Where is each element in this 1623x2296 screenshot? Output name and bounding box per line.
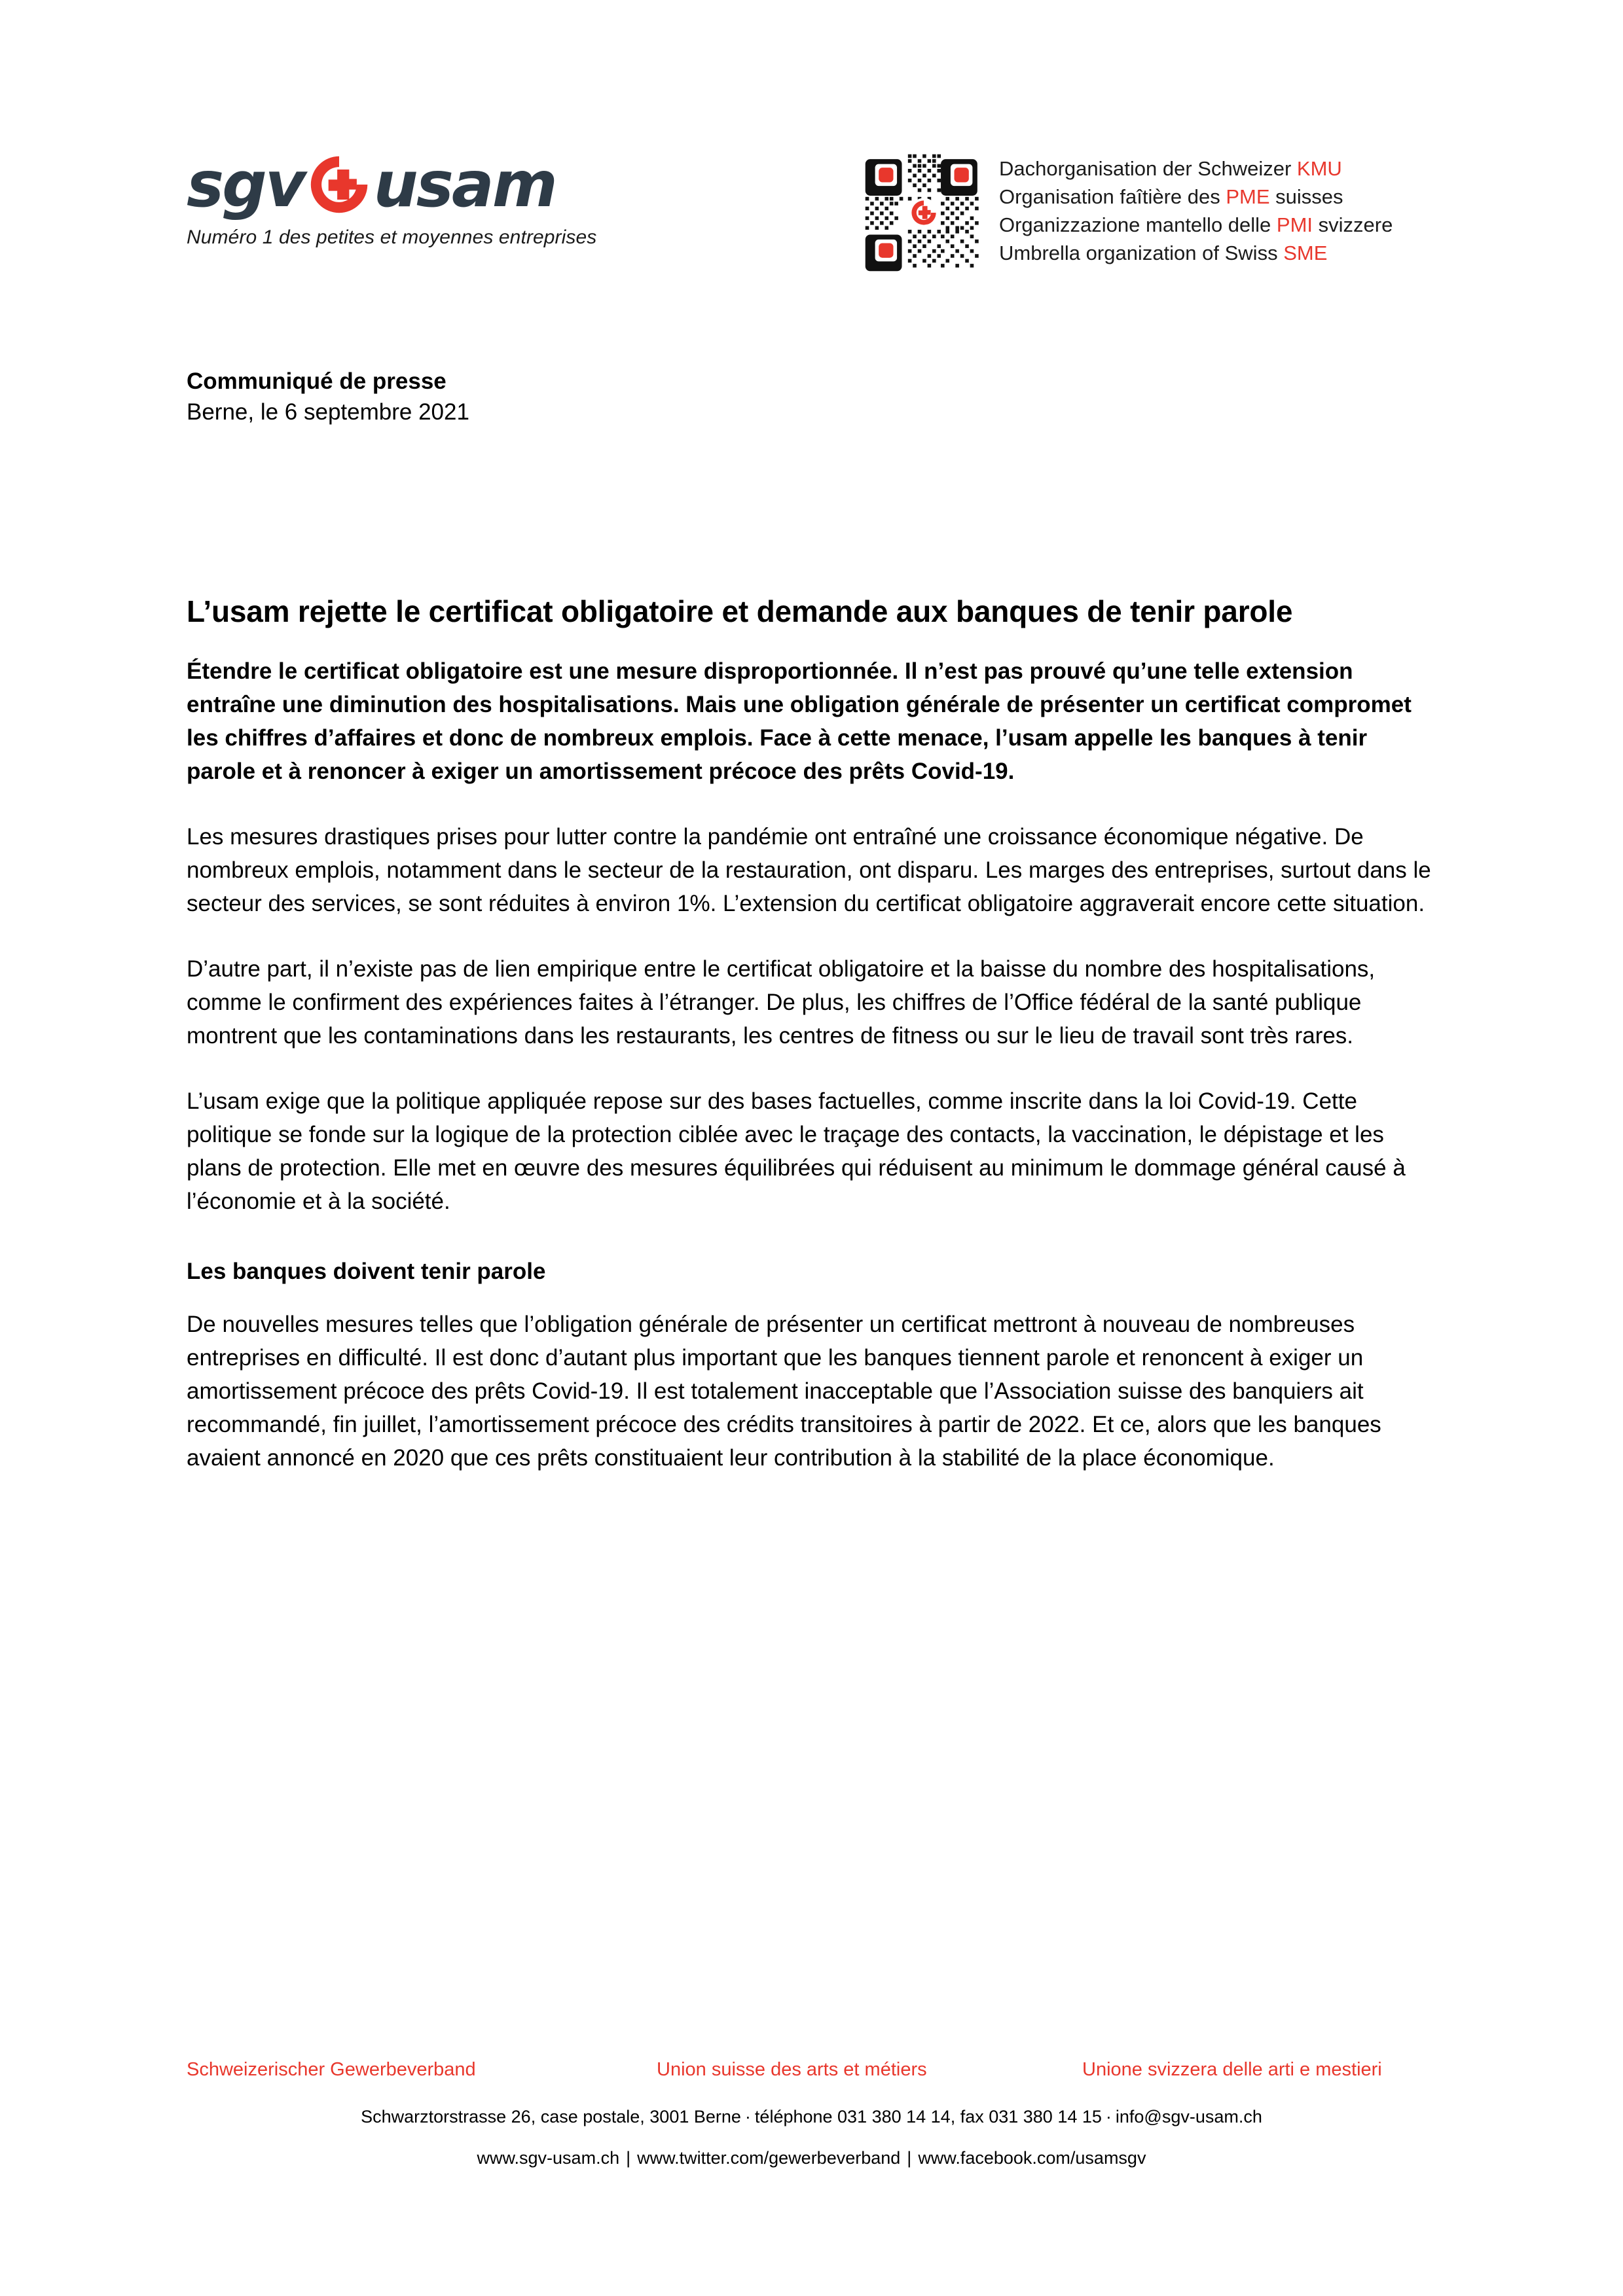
page-header — [0, 0, 1623, 288]
descriptor-de-accent: KMU — [1296, 157, 1342, 180]
descriptor-fr-tail: suisses — [1269, 185, 1343, 208]
descriptor-line-fr — [999, 183, 1393, 211]
logo-tagline: Numéro 1 des petites et moyennes entreprises — [187, 226, 597, 248]
section-subheading: Les banques doivent tenir parole — [187, 1259, 546, 1284]
document-body — [187, 367, 1434, 1498]
footer-link-twitter[interactable]: www.twitter.com/gewerbeverband — [637, 2148, 901, 2168]
page-footer — [0, 2056, 1623, 2172]
footer-name-fr: Union suisse des arts et métiers — [657, 2059, 927, 2080]
descriptor-en-accent: SME — [1283, 242, 1328, 264]
descriptor-en-text: Umbrella organization of Swiss — [999, 242, 1284, 264]
footer-link-facebook[interactable]: www.facebook.com/usamsgv — [918, 2148, 1146, 2168]
descriptor-de-text: Dachorganisation der Schweizer — [999, 157, 1297, 180]
footer-separator-2: · — [1105, 2107, 1112, 2126]
descriptor-it-text: Organizzazione mantello delle — [999, 213, 1277, 236]
sgv-usam-logo — [187, 149, 606, 249]
descriptor-fr-text: Organisation faîtière des — [999, 185, 1226, 208]
footer-email[interactable]: info@sgv-usam.ch — [1115, 2107, 1262, 2126]
logo-word-sgv: sgv — [187, 148, 304, 221]
descriptor-fr-accent: PME — [1226, 185, 1270, 208]
swiss-cross-circle-icon — [308, 153, 371, 216]
logo-word-usam: usam — [373, 148, 556, 221]
footer-name-it: Unione svizzera delle arti e mestieri — [1082, 2059, 1382, 2080]
qr-code-icon[interactable] — [863, 152, 985, 274]
footer-links-line — [0, 2145, 1623, 2172]
footer-name-de: Schweizerischer Gewerbeverband — [187, 2059, 476, 2080]
descriptor-line-it — [999, 211, 1393, 239]
footer-separator-1: · — [744, 2107, 751, 2126]
release-type-label: Communiqué de presse — [187, 368, 447, 394]
footer-contact-line — [0, 2104, 1623, 2130]
footer-link-separator-2: | — [907, 2148, 912, 2168]
body-paragraph-3: L’usam exige que la politique appliquée repose sur des bases factuelles, comme inscrite dans la loi Covid-19. Cette politique se fonde sur la logique de la protection ciblée avec le traçage des contacts, la vaccination, le dépistage et les plans de protection. Elle met en œuvre des mesures équilibrées qui réduisent au minimum le dommage général causé à l’économie et à la société. — [187, 1088, 1406, 1214]
body-paragraph-2: D’autre part, il n’existe pas de lien empirique entre le certificat obligatoire et la baisse du nombre des hospitalisations, comme le confirment des expériences faites à l’étranger. De plus, les chiffres de l’Office fédéral de la santé publique montrent que les contaminations dans les restaurants, les centres de fitness ou sur le lieu de travail sont très rares. — [187, 956, 1376, 1049]
descriptor-it-accent: PMI — [1276, 213, 1313, 236]
descriptor-line-de — [999, 154, 1393, 183]
logo-wordmark — [187, 149, 606, 220]
lead-paragraph: Étendre le certificat obligatoire est une mesure disproportionnée. Il n’est pas prouvé qu’une telle extension entraîne une diminution des hospitalisations. Mais une obligation générale de présenter un certificat compromet les chiffres d’affaires et donc de nombreux emplois. Face à cette menace, l’usam appelle les banques à tenir parole et à renoncer à exiger un amortissement précoce des prêts Covid-19. — [187, 658, 1412, 784]
body-paragraph-4: De nouvelles mesures telles que l’obligation générale de présenter un certificat mettront à nouveau de nombreuses entreprises en difficulté. Il est donc d’autant plus important que les banques tiennent parole et renoncent à exiger un amortissement précoce des prêts Covid-19. Il est totalement inacceptable que l’Association suisse des banquiers ait recommandé, fin juillet, l’amortissement précoce des crédits transitoires à partir de 2022. Et ce, alors que les banques avaient annoncé en 2020 que ces prêts constituaient leur contribution à la stabilité de la place économique. — [187, 1312, 1381, 1471]
descriptor-it-tail: svizzere — [1313, 213, 1393, 236]
footer-address: Schwarztorstrasse 26, case postale, 3001 Berne — [361, 2107, 741, 2126]
qr-descriptor-lines — [999, 152, 1393, 267]
page-title: L’usam rejette le certificat obligatoire et demande aux banques de tenir parole — [187, 594, 1293, 628]
footer-organisation-names — [187, 2056, 1436, 2089]
qr-descriptor-block — [863, 152, 1393, 274]
release-place-date: Berne, le 6 septembre 2021 — [187, 399, 469, 425]
footer-link-website[interactable]: www.sgv-usam.ch — [477, 2148, 620, 2168]
descriptor-line-en — [999, 239, 1393, 267]
footer-link-separator-1: | — [626, 2148, 631, 2168]
body-paragraph-1: Les mesures drastiques prises pour lutter contre la pandémie ont entraîné une croissance économique négative. De nombreux emplois, notamment dans le secteur de la restauration, ont disparu. Les marges des entreprises, surtout dans le secteur des services, se sont réduites à environ 1%. L’extension du certificat obligatoire aggraverait encore cette situation. — [187, 824, 1431, 916]
footer-phone-fax: téléphone 031 380 14 14, fax 031 380 14 15 — [754, 2107, 1102, 2126]
